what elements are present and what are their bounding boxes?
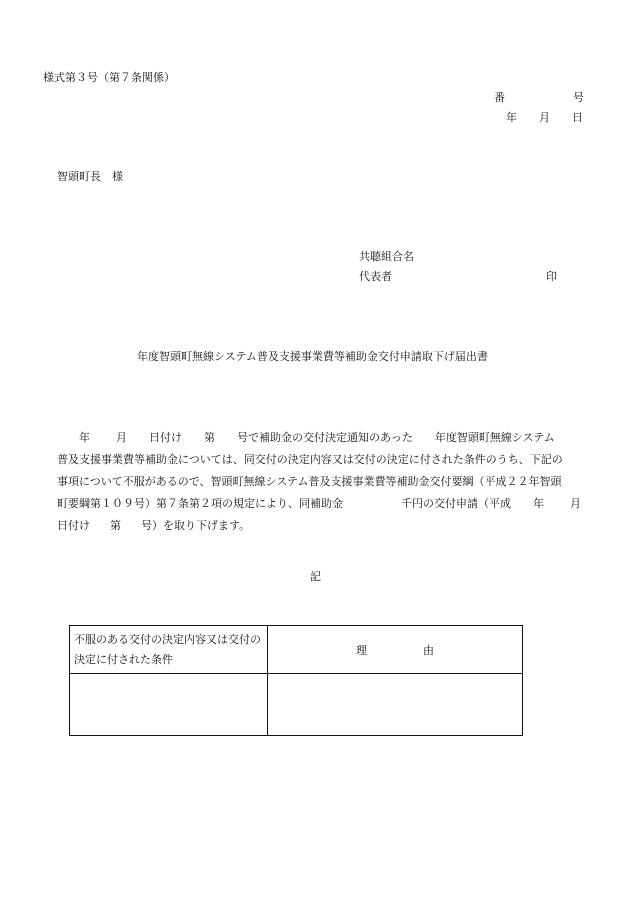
table-header-row — [70, 626, 523, 674]
body-text — [57, 427, 589, 537]
header-left-cell: 不服のある交付の決定内容又は交付の決定に付された条件 — [70, 626, 268, 674]
reason-table — [69, 625, 523, 736]
document-title: 年度智頭町無線システム普及支援事業費等補助金交付申請取下げ届出書 — [137, 350, 488, 363]
ki-label: 記 — [310, 570, 321, 583]
body-line-2: 普及支援事業費等補助金については、同交付の決定内容又は交付の決定に付された条件のうち、下記の — [57, 453, 563, 466]
document-date — [506, 109, 583, 125]
body-line-5: 日付け 第 号）を取り下げます。 — [57, 519, 251, 532]
content-left-cell[interactable] — [70, 674, 268, 736]
number-suffix: 号 — [573, 91, 584, 104]
body-line-1: 年 月 日付け 第 号で補助金の交付決定通知のあった 年度智頭町無線システム — [79, 431, 555, 444]
representative-label: 代表者 — [359, 270, 392, 283]
date-month: 月 — [539, 111, 550, 124]
document-number — [494, 89, 584, 105]
table-row — [70, 674, 523, 736]
form-number: 様式第３号（第７条関係） — [43, 71, 175, 84]
addressee — [57, 168, 123, 184]
applicant-label: 共聴組合名 — [359, 250, 414, 263]
content-right-cell[interactable] — [268, 674, 523, 736]
number-label: 番 — [494, 91, 505, 104]
honorific: 様 — [112, 170, 123, 183]
representative-line — [359, 268, 392, 284]
body-line-4: 町要綱第１０９号）第７条第２項の規定により、同補助金 千円の交付申請（平成 年 月 — [57, 497, 581, 510]
addressee-name: 智頭町長 — [57, 170, 101, 183]
date-day: 日 — [572, 111, 583, 124]
header-right-cell: 理 由 — [268, 626, 523, 674]
seal-label: 印 — [546, 270, 557, 283]
date-year: 年 — [506, 111, 517, 124]
body-line-3: 事項について不服があるので、智頭町無線システム普及支援事業費等補助金交付要綱（平成２２年智頭 — [57, 475, 562, 488]
